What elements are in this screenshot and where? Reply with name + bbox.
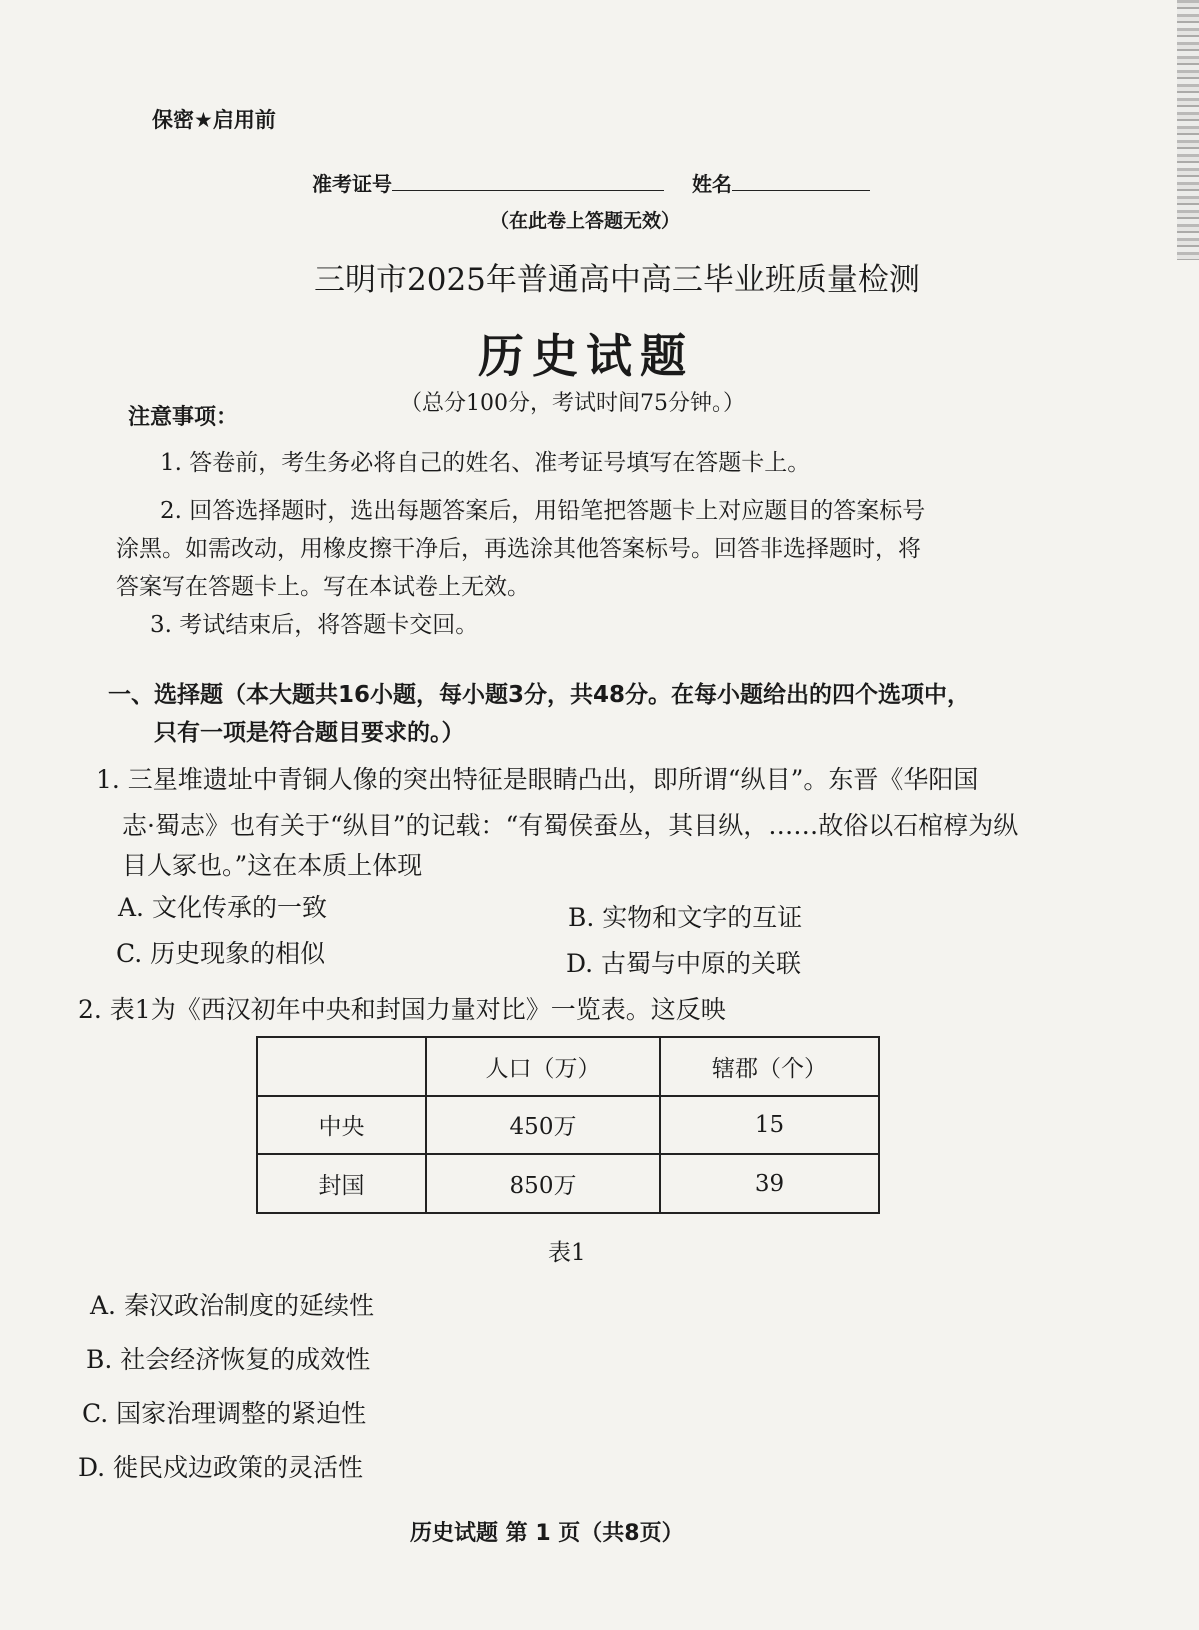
invalid-note: （在此卷上答题无效） <box>490 210 681 232</box>
page-footer: 历史试题 第 1 页（共8页） <box>410 1521 684 1546</box>
q2-option-c: C. 国家治理调整的紧迫性 <box>82 1399 367 1428</box>
subject-title: 历史试题 <box>478 329 694 383</box>
note-2-cont: 涂黑。如需改动，用橡皮擦干净后，再选涂其他答案标号。回答非选择题时，将 <box>116 536 921 562</box>
table-cell: 850万 <box>426 1154 660 1213</box>
notes-title: 注意事项： <box>128 405 239 430</box>
name-blank <box>732 172 870 191</box>
q1-option-a: A. 文化传承的一致 <box>118 893 327 922</box>
section-heading-line1: 一、选择题（本大题共16小题，每小题3分，共48分。在每小题给出的四个选项中， <box>108 682 971 708</box>
note-3: 3. 考试结束后，将答题卡交回。 <box>150 612 479 638</box>
candidate-info-line <box>312 168 870 197</box>
note-2-end: 答案写在答题卡上。写在本试卷上无效。 <box>116 574 530 600</box>
scan-edge <box>1177 0 1199 260</box>
table-cell: 450万 <box>426 1096 660 1155</box>
note-1: 1. 答卷前，考生务必将自己的姓名、准考证号填写在答题卡上。 <box>160 450 811 476</box>
q1-stem-line3: 目人冢也。”这在本质上体现 <box>122 851 423 880</box>
section-heading <box>108 676 970 752</box>
q1-option-b: B. 实物和文字的互证 <box>568 903 803 932</box>
table-cell: 中央 <box>257 1096 426 1155</box>
q2-option-b: B. 社会经济恢复的成效性 <box>86 1345 371 1374</box>
q1-stem-line1: 1. 三星堆遗址中青铜人像的突出特征是眼睛凸出，即所谓“纵目”。东晋《华阳国 <box>96 765 979 794</box>
table-cell: 封国 <box>257 1154 426 1213</box>
q2-option-a: A. 秦汉政治制度的延续性 <box>90 1291 374 1320</box>
note-2: 2. 回答选择题时，选出每题答案后，用铅笔把答题卡上对应题目的答案标号 <box>160 498 926 524</box>
name-label: 姓名 <box>691 172 732 196</box>
q2-option-d: D. 徙民戍边政策的灵活性 <box>78 1453 364 1482</box>
q1-option-c: C. 历史现象的相似 <box>116 939 326 968</box>
table-caption: 表1 <box>548 1240 586 1266</box>
exam-duration: （总分100分，考试时间75分钟。） <box>400 391 745 416</box>
table-header-cell: 人口（万） <box>426 1037 660 1096</box>
q1-stem-line2: 志·蜀志》也有关于“纵目”的记载：“有蜀侯蚕丛，其目纵，……故俗以石棺椁为纵 <box>122 811 1019 840</box>
table-cell: 39 <box>660 1154 879 1213</box>
q1-option-d: D. 古蜀与中原的关联 <box>566 949 802 978</box>
table-header-cell <box>257 1037 426 1096</box>
section-heading-line2: 只有一项是符合题目要求的。） <box>154 720 465 746</box>
confidential-label: 保密★启用前 <box>152 108 276 132</box>
table-row <box>257 1096 879 1155</box>
candidate-no-blank <box>392 172 664 191</box>
candidate-no-label: 准考证号 <box>312 172 392 196</box>
data-table <box>256 1036 880 1214</box>
table-header-row <box>257 1037 879 1096</box>
q2-stem: 2. 表1为《西汉初年中央和封国力量对比》一览表。这反映 <box>78 995 726 1024</box>
exam-name: 三明市2025年普通高中高三毕业班质量检测 <box>314 262 920 298</box>
table-header-cell: 辖郡（个） <box>660 1037 879 1096</box>
table-cell: 15 <box>660 1096 879 1155</box>
table-row <box>257 1154 879 1213</box>
